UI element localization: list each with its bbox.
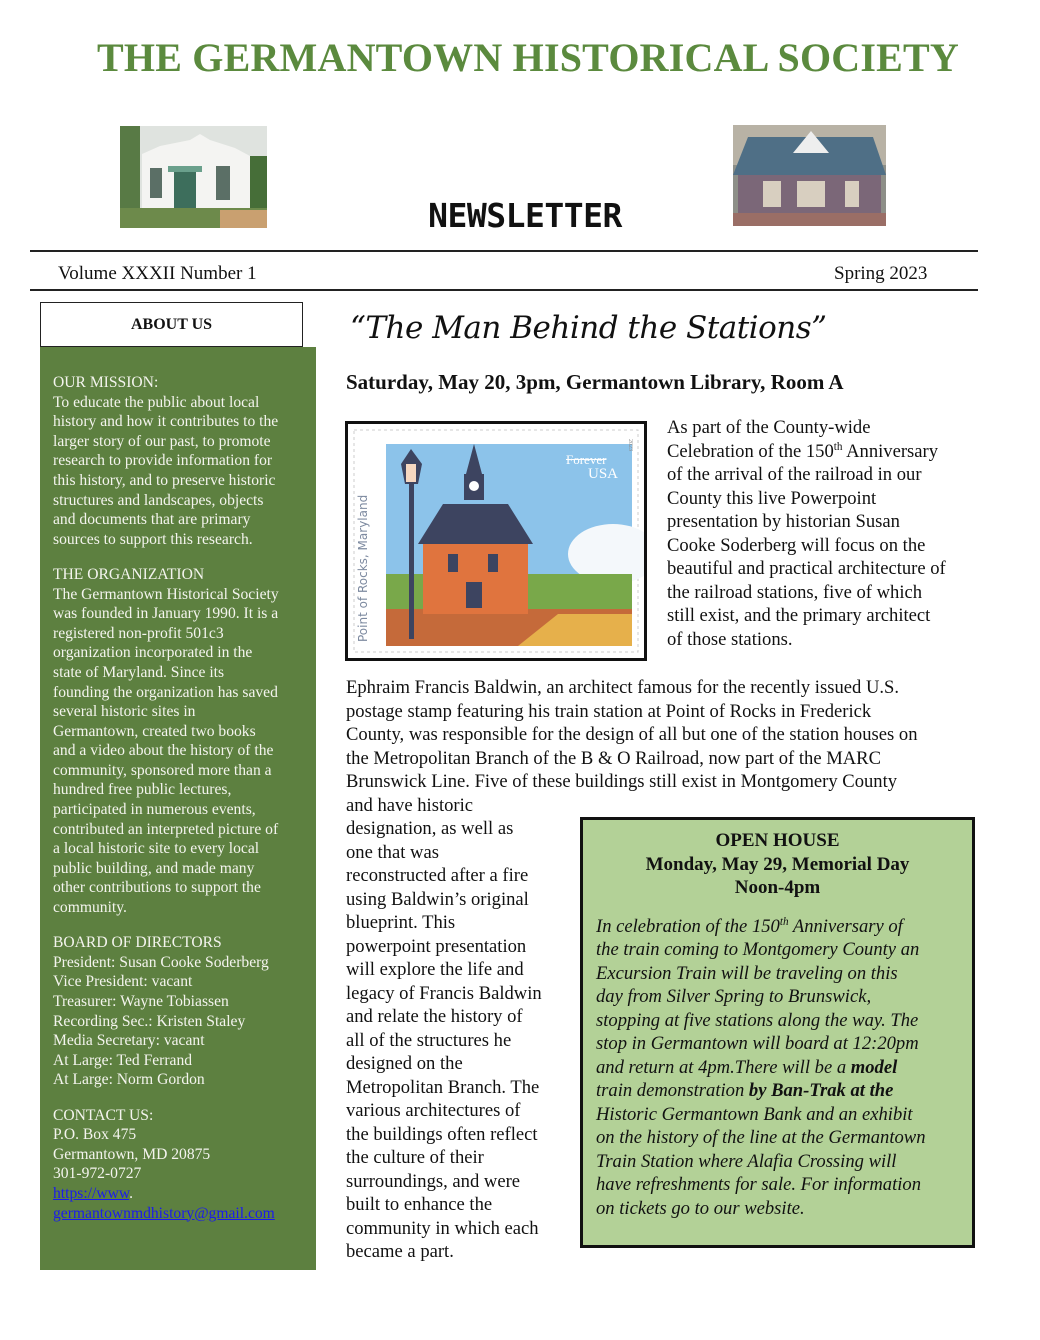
sidebar-line: 301-972-0727 [53,1165,142,1183]
email-link[interactable]: germantownmdhistory@gmail.com [53,1204,275,1222]
article-line: and have historic [346,794,474,816]
article-line: County this live Powerpoint [667,487,877,509]
sidebar-line: The Germantown Historical Society [53,585,279,603]
issue-season: Spring 2023 [834,263,928,284]
stamp-forever-text: Forever [566,452,607,467]
sidebar-line: At Large: Norm Gordon [53,1071,205,1089]
open-house-line: day from Silver Spring to Brunswick, [596,986,872,1007]
article-line: all of the structures he [346,1029,512,1051]
article-line: Ephraim Francis Baldwin, an architect famous for the recently issued U.S. [346,677,900,698]
article-line: the railroad stations, five of which [667,581,923,603]
article-line: designation, as well as [346,818,514,839]
article-line: of the arrival of the railroad in our [667,464,922,485]
sidebar-line: several historic sites in [53,703,196,721]
postage-stamp-image [345,421,647,661]
article-line: various architectures of [346,1100,521,1121]
sidebar-line: P.O. Box 475 [53,1126,137,1144]
sidebar-line: this history, and to preserve historic [53,471,276,489]
sidebar-line: President: Susan Cooke Soderberg [53,953,269,971]
open-house-description [596,915,972,1221]
article-line: County, was responsible for the design of all but one of the station houses on [346,724,918,745]
volume-divider [30,289,978,291]
link-suffix: . [129,1184,134,1202]
about-us-heading: ABOUT US [40,302,303,347]
sidebar-line: community. [53,899,127,917]
sidebar-line: was founded in January 1990. It is a [53,605,279,623]
article-line: using Baldwin’s original [346,888,529,910]
sidebar-line: At Large: Ted Ferrand [53,1051,193,1069]
sidebar-line: state of Maryland. Since its [53,663,225,681]
sidebar-line: founding the organization has saved [53,683,278,701]
sidebar-line: BOARD OF DIRECTORS [53,934,222,952]
historic-bank-photo [120,126,267,228]
article-line: of those stations. [667,628,793,650]
open-house-line: Train Station where Alafia Crossing will [596,1150,897,1172]
sidebar-line: community, sponsored more than a [53,761,272,779]
article-title: “The Man Behind the Stations” [350,310,827,346]
open-house-line: In celebration of the 150th Anniversary of [596,915,903,937]
sidebar-line: Media Secretary: vacant [53,1032,205,1050]
open-house-line: stop in Germantown will board at 12:20pm [596,1033,919,1054]
article-line: one that was [346,841,439,863]
website-link[interactable]: https://www [53,1184,130,1202]
article-line: powerpoint presentation [346,935,527,957]
article-line: Celebration of the 150th Anniversary [667,440,938,462]
open-house-line: and return at 4pm.There will be a model [596,1056,898,1078]
sidebar-line: Treasurer: Wayne Tobiassen [53,993,229,1010]
article-line: postage stamp featuring his train station at Point of Rocks in Frederick [346,700,872,722]
sidebar-line: OUR MISSION: [53,374,159,391]
open-house-line: on tickets go to our website. [596,1197,805,1219]
article-line: designed on the [346,1053,463,1074]
article-line: legacy of Francis Baldwin [346,982,542,1004]
article-line: Cooke Soderberg will focus on the [667,534,926,556]
article-line: Brunswick Line. Five of these buildings still exist in Montgomery County [346,771,898,792]
stamp-usa-text: USA [588,466,619,482]
sidebar-line: research to provide information for [53,452,273,470]
train-station-photo [733,125,886,226]
article-body [346,676,918,817]
open-house-line: the train coming to Montgomery County an [596,939,920,960]
sidebar-line: a local historic site to every local [53,840,260,858]
article-line: Metropolitan Branch. The [346,1076,540,1098]
open-house-heading: OPEN HOUSE [715,830,840,851]
article-line: will explore the life and [346,959,524,980]
open-house-line: on the history of the line at the Germantown [596,1127,926,1148]
society-title: THE GERMANTOWN HISTORICAL SOCIETY [97,35,959,80]
article-line: surroundings, and were [346,1170,521,1192]
stamp-year: 2023 [627,439,633,451]
sidebar-line: CONTACT US: [53,1106,154,1124]
sidebar-line [53,1090,279,1106]
sidebar-line: public building, and made many [53,859,255,877]
sidebar-line: and documents that are primary [53,511,251,529]
article-line: As part of the County-wide [667,417,871,438]
open-house-line: have refreshments for sale. For information [596,1174,922,1195]
volume-number: Volume XXXII Number 1 [58,263,257,284]
article-line: beautiful and practical architecture of [667,558,946,579]
sidebar-line: larger story of our past, to promote [53,432,271,450]
article-line: the Metropolitan Branch of the B & O Railroad, now part of the MARC [346,747,881,769]
open-house-date: Monday, May 29, Memorial Day [645,853,910,875]
article-line: still exist, and the primary architect [667,605,931,626]
sidebar-line: Germantown, created two books [53,722,256,740]
open-house-line: train demonstration by Ban-Trak at the [596,1080,894,1101]
sidebar-line: hundred free public lectures, [53,781,232,799]
event-details: Saturday, May 20, 3pm, Germantown Library, Room A [346,370,844,394]
article-line: became a part. [346,1241,454,1262]
sidebar-line: participated in numerous events, [53,801,256,819]
sidebar-line: registered non-profit 501c3 [53,624,224,642]
sidebar-line [53,918,279,934]
open-house-box [580,817,975,1248]
article-line: blueprint. This [346,912,456,933]
article-line: and relate the history of [346,1006,523,1027]
sidebar-line: Vice President: vacant [53,973,193,991]
article-line: presentation by historian Susan [667,511,900,532]
article-line: built to enhance the [346,1194,493,1215]
sidebar-line: contributed an interpreted picture of [53,820,279,838]
sidebar-line: Germantown, MD 20875 [53,1145,211,1163]
sidebar-line: THE ORGANIZATION [53,565,205,583]
article-body-continued [346,817,542,1264]
sidebar-line [53,549,279,565]
open-house-line: stopping at five stations along the way. The [596,1009,919,1031]
header-divider [30,250,978,252]
stamp-location-text: Point of Rocks, Maryland [356,494,370,642]
article-line: the buildings often reflect [346,1123,538,1145]
sidebar-line: structures and landscapes, objects [53,491,264,509]
article-line: reconstructed after a fire [346,865,529,886]
open-house-line: Historic Germantown Bank and an exhibit [596,1103,913,1125]
sidebar-line: other contributions to support the [53,879,261,897]
newsletter-heading: NEWSLETTER [428,196,622,235]
sidebar-line: Recording Sec.: Kristen Staley [53,1012,246,1030]
sidebar-line: organization incorporated in the [53,644,253,662]
sidebar-line: and a video about the history of the [53,742,274,760]
open-house-line: Excursion Train will be traveling on this [596,962,898,984]
sidebar-text [53,373,279,1223]
article-line: the culture of their [346,1147,484,1168]
sidebar-line: history and how it contributes to the [53,413,279,431]
sidebar-line: To educate the public about local [53,393,260,411]
article-line: community in which each [346,1217,539,1239]
open-house-time: Noon-4pm [734,877,821,898]
article-intro [667,416,946,651]
sidebar-line: sources to support this research. [53,530,253,548]
